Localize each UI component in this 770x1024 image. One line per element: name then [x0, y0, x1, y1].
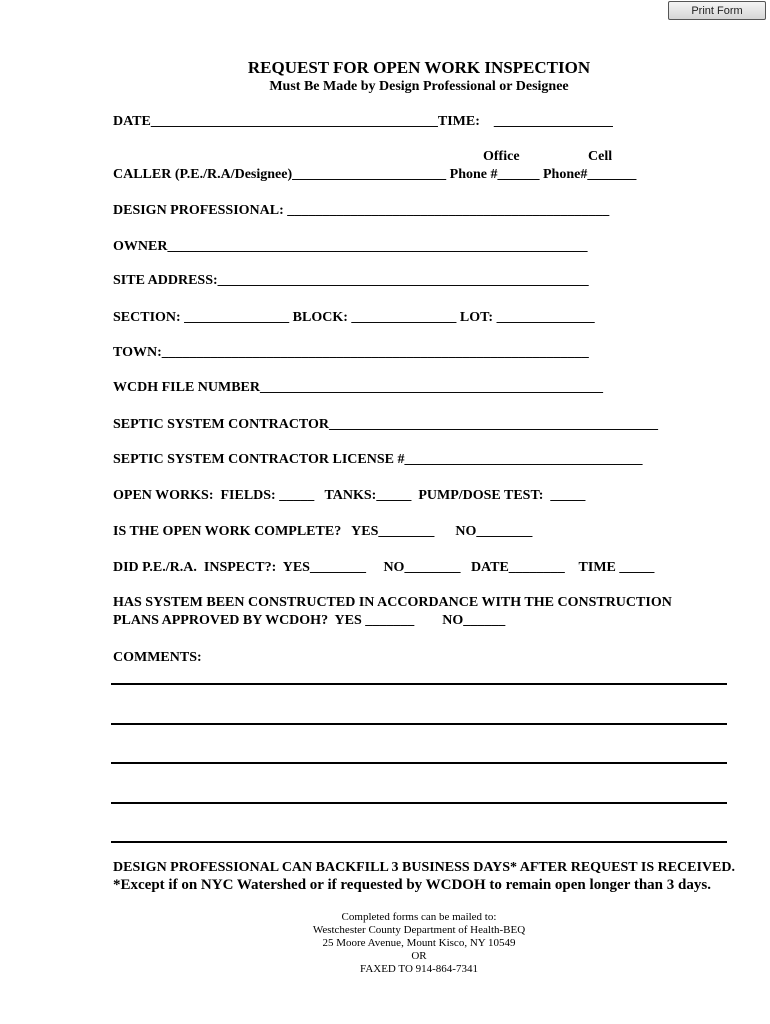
open-works-field[interactable]: OPEN WORKS: FIELDS: _____ TANKS:_____ PUMP/DOSE TEST: _____ — [113, 488, 586, 503]
town-field[interactable]: TOWN:_____________________________________________________________ — [113, 345, 589, 360]
exception-notice: *Except if on NYC Watershed or if requested by WCDOH to remain open longer than 3 days. — [113, 877, 711, 893]
constructed-question-line1: HAS SYSTEM BEEN CONSTRUCTED IN ACCORDANCE WITH THE CONSTRUCTION — [113, 595, 672, 610]
comment-line-5[interactable] — [111, 841, 727, 843]
comment-line-2[interactable] — [111, 723, 727, 725]
footer-fax: FAXED TO 914-864-7341 — [360, 963, 478, 975]
wcdh-file-number-field[interactable]: WCDH FILE NUMBER_________________________________________________ — [113, 380, 604, 395]
cell-label: Cell — [588, 149, 613, 164]
form-subtitle: Must Be Made by Design Professional or Designee — [269, 79, 569, 94]
footer-mail-label: Completed forms can be mailed to: — [341, 911, 497, 923]
comments-label: COMMENTS: — [113, 650, 202, 665]
footer-address: 25 Moore Avenue, Mount Kisco, NY 10549 — [322, 937, 516, 949]
septic-contractor-field[interactable]: SEPTIC SYSTEM CONTRACTOR_______________________________________________ — [113, 417, 659, 432]
print-form-button[interactable]: Print Form — [668, 1, 766, 20]
comment-line-1[interactable] — [111, 683, 727, 685]
footer-or: OR — [411, 950, 427, 962]
design-professional-field[interactable]: DESIGN PROFESSIONAL: ______________________________________________ — [113, 203, 610, 218]
date-time-field[interactable]: DATE_________________________________________TIME: _________________ — [113, 114, 613, 129]
pe-inspect-field[interactable]: DID P.E./R.A. INSPECT?: YES________ NO________ DATE________ TIME _____ — [113, 560, 655, 575]
footer-department: Westchester County Department of Health-BEQ — [312, 924, 526, 936]
owner-field[interactable]: OWNER____________________________________________________________ — [113, 239, 588, 254]
caller-field[interactable]: CALLER (P.E./R.A/Designee)______________________ Phone #______ Phone#_______ — [113, 167, 637, 182]
comment-line-3[interactable] — [111, 762, 727, 764]
open-work-complete-field[interactable]: IS THE OPEN WORK COMPLETE? YES________ NO________ — [113, 524, 533, 539]
site-address-field[interactable]: SITE ADDRESS:_____________________________________________________ — [113, 273, 589, 288]
office-label: Office — [483, 149, 520, 164]
form-title: REQUEST FOR OPEN WORK INSPECTION — [247, 58, 591, 77]
section-block-lot-field[interactable]: SECTION: _______________ BLOCK: _______________ LOT: ______________ — [113, 310, 595, 325]
backfill-notice: DESIGN PROFESSIONAL CAN BACKFILL 3 BUSINESS DAYS* AFTER REQUEST IS RECEIVED. — [113, 860, 736, 875]
constructed-question-line2[interactable]: PLANS APPROVED BY WCDOH? YES _______ NO______ — [113, 613, 506, 628]
comment-line-4[interactable] — [111, 802, 727, 804]
septic-license-field[interactable]: SEPTIC SYSTEM CONTRACTOR LICENSE #__________________________________ — [113, 452, 643, 467]
